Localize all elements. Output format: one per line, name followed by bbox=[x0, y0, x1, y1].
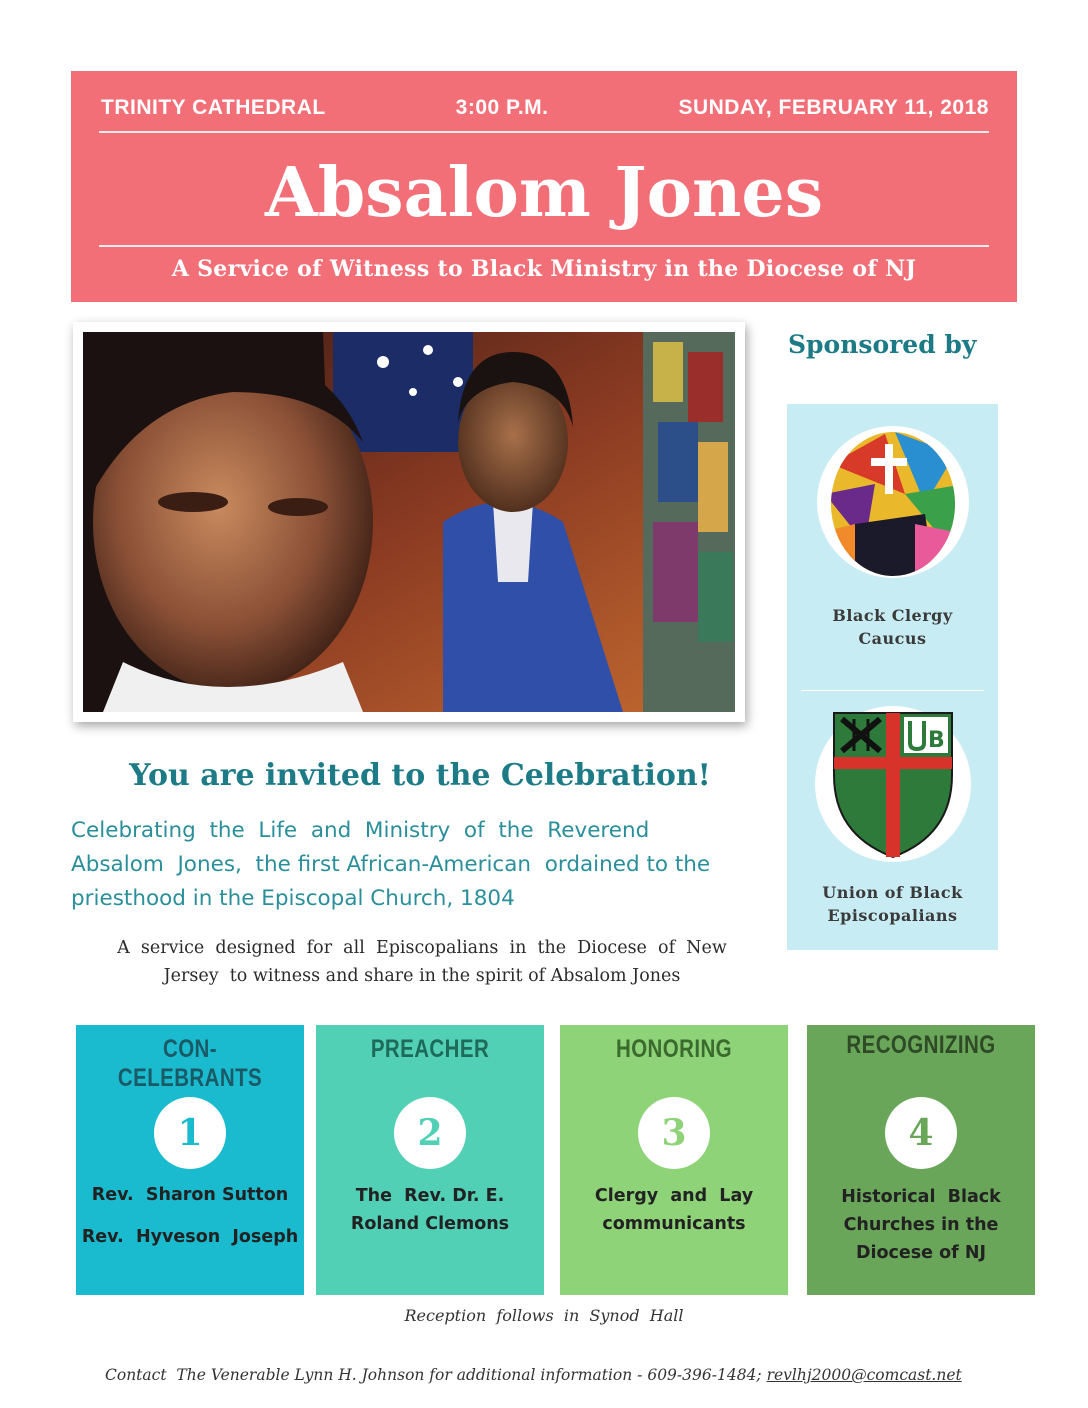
card-heading: RECOGNIZING bbox=[846, 1031, 996, 1059]
service-description: A service designed for all Episcopalians in the Diocese of New Jersey to witness and share in the spirit of Absalom Jones bbox=[117, 938, 727, 986]
card-body: Rev. Sharon Sutton Rev. Hyveson Joseph bbox=[81, 1185, 299, 1247]
header-divider-bottom bbox=[99, 245, 989, 247]
card-body: The Rev. Dr. E. Roland Clemons bbox=[350, 1186, 510, 1234]
event-location: TRINITY CATHEDRAL bbox=[101, 96, 326, 119]
header-banner bbox=[71, 71, 1017, 302]
sponsor-name-union-of-black-episcopalians: Union of Black Episcopalians bbox=[822, 883, 963, 925]
event-time: 3:00 P.M. bbox=[455, 96, 549, 119]
page-subtitle: A Service of Witness to Black Ministry in the Diocese of NJ bbox=[171, 256, 917, 282]
card-body: Clergy and Lay communicants bbox=[594, 1186, 754, 1234]
sponsored-by-heading: Sponsored by bbox=[788, 330, 977, 359]
portrait-illustration bbox=[83, 332, 735, 712]
reception-note: Reception follows in Synod Hall bbox=[404, 1306, 684, 1325]
page-title: Absalom Jones bbox=[265, 153, 823, 233]
card-body: Historical Black Churches in the Diocese of NJ bbox=[841, 1187, 1001, 1263]
invite-description: Celebrating the Life and Ministry of the Reverend Absalom Jones, the first African-American ordained to the priesthood in the Episcopal Church, 1804 bbox=[71, 818, 711, 911]
card-heading: HONORING bbox=[615, 1035, 733, 1063]
card-preacher bbox=[316, 1025, 544, 1295]
contact-email-link[interactable]: revlhj2000@comcast.net bbox=[766, 1366, 962, 1384]
black-clergy-caucus-logo-icon bbox=[815, 424, 971, 580]
card-heading: CON-CELEBRANTS bbox=[117, 1035, 263, 1092]
card-honoring bbox=[560, 1025, 788, 1295]
sponsor-name-black-clergy-caucus: Black Clergy Caucus bbox=[832, 606, 953, 648]
sponsor-divider bbox=[801, 690, 984, 691]
header-divider-top bbox=[99, 131, 989, 133]
event-details-row bbox=[101, 93, 989, 123]
absalom-jones-portrait bbox=[73, 322, 745, 722]
union-of-black-episcopalians-shield-icon bbox=[814, 705, 972, 863]
card-number: 4 bbox=[885, 1097, 957, 1169]
invite-heading: You are invited to the Celebration! bbox=[129, 758, 711, 793]
card-heading: PREACHER bbox=[370, 1035, 490, 1063]
sponsor-panel bbox=[787, 404, 998, 950]
card-con-celebrants bbox=[76, 1025, 304, 1295]
contact-line: Contact The Venerable Lynn H. Johnson for additional information - 609-396-1484; revlhj2000@comcast.net bbox=[105, 1366, 962, 1384]
card-recognizing bbox=[807, 1025, 1035, 1295]
event-date: SUNDAY, FEBRUARY 11, 2018 bbox=[678, 96, 989, 119]
card-number: 3 bbox=[638, 1097, 710, 1169]
svg-text:B: B bbox=[928, 728, 945, 753]
card-number: 1 bbox=[154, 1097, 226, 1169]
card-number: 2 bbox=[394, 1097, 466, 1169]
